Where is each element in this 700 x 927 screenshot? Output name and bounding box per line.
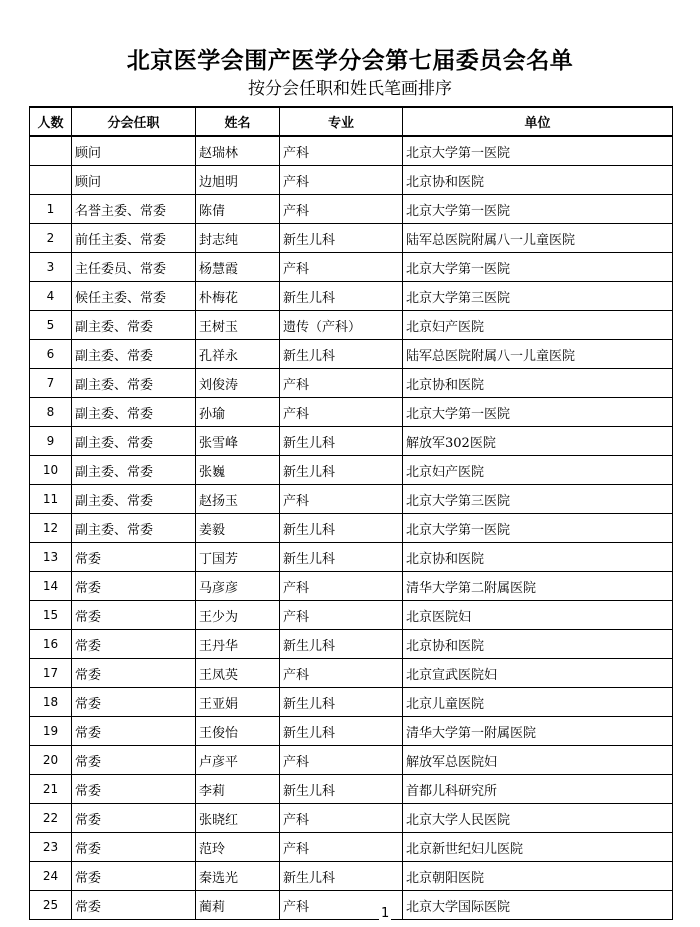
cell-position: 常委 bbox=[72, 833, 196, 862]
cell-position: 常委 bbox=[72, 572, 196, 601]
cell-position: 副主委、常委 bbox=[72, 485, 196, 514]
cell-name: 王树玉 bbox=[196, 311, 280, 340]
cell-num: 8 bbox=[30, 398, 72, 427]
cell-unit: 北京协和医院 bbox=[403, 369, 673, 398]
table-header-row bbox=[30, 107, 673, 136]
cell-unit: 北京大学第一医院 bbox=[403, 136, 673, 166]
cell-unit: 清华大学第二附属医院 bbox=[403, 572, 673, 601]
cell-name: 王亚娟 bbox=[196, 688, 280, 717]
cell-name: 姜毅 bbox=[196, 514, 280, 543]
header-specialty: 专业 bbox=[280, 107, 403, 136]
table-row bbox=[30, 688, 673, 717]
cell-num: 10 bbox=[30, 456, 72, 485]
cell-name: 王俊怡 bbox=[196, 717, 280, 746]
cell-name: 封志纯 bbox=[196, 224, 280, 253]
cell-name: 范玲 bbox=[196, 833, 280, 862]
cell-name: 孔祥永 bbox=[196, 340, 280, 369]
cell-num: 24 bbox=[30, 862, 72, 891]
cell-specialty: 新生儿科 bbox=[280, 427, 403, 456]
header-num: 人数 bbox=[30, 107, 72, 136]
cell-specialty: 产科 bbox=[280, 369, 403, 398]
table-row bbox=[30, 659, 673, 688]
cell-unit: 北京医院妇 bbox=[403, 601, 673, 630]
table-row bbox=[30, 543, 673, 572]
table-row bbox=[30, 630, 673, 659]
cell-num: 18 bbox=[30, 688, 72, 717]
table-row bbox=[30, 775, 673, 804]
table-row bbox=[30, 804, 673, 833]
cell-unit: 北京宣武医院妇 bbox=[403, 659, 673, 688]
cell-specialty: 新生儿科 bbox=[280, 630, 403, 659]
cell-unit: 北京协和医院 bbox=[403, 543, 673, 572]
cell-name: 王丹华 bbox=[196, 630, 280, 659]
cell-specialty: 产科 bbox=[280, 746, 403, 775]
cell-unit: 北京朝阳医院 bbox=[403, 862, 673, 891]
cell-unit: 陆军总医院附属八一儿童医院 bbox=[403, 340, 673, 369]
cell-num: 19 bbox=[30, 717, 72, 746]
cell-name: 王少为 bbox=[196, 601, 280, 630]
cell-name: 秦选光 bbox=[196, 862, 280, 891]
cell-num: 22 bbox=[30, 804, 72, 833]
cell-name: 张巍 bbox=[196, 456, 280, 485]
cell-specialty: 产科 bbox=[280, 398, 403, 427]
cell-num: 3 bbox=[30, 253, 72, 282]
cell-position: 副主委、常委 bbox=[72, 456, 196, 485]
cell-position: 常委 bbox=[72, 891, 196, 920]
cell-name: 赵扬玉 bbox=[196, 485, 280, 514]
cell-position: 副主委、常委 bbox=[72, 311, 196, 340]
header-unit: 单位 bbox=[403, 107, 673, 136]
cell-position: 副主委、常委 bbox=[72, 514, 196, 543]
table-row bbox=[30, 166, 673, 195]
committee-roster-table bbox=[29, 106, 673, 920]
cell-specialty: 产科 bbox=[280, 166, 403, 195]
cell-name: 陈倩 bbox=[196, 195, 280, 224]
cell-unit: 北京协和医院 bbox=[403, 166, 673, 195]
cell-position: 常委 bbox=[72, 601, 196, 630]
cell-num bbox=[30, 136, 72, 166]
cell-name: 卢彦平 bbox=[196, 746, 280, 775]
table-row bbox=[30, 862, 673, 891]
cell-specialty: 产科 bbox=[280, 601, 403, 630]
cell-position: 常委 bbox=[72, 659, 196, 688]
cell-unit: 北京大学第一医院 bbox=[403, 195, 673, 224]
cell-position: 副主委、常委 bbox=[72, 398, 196, 427]
cell-unit: 清华大学第一附属医院 bbox=[403, 717, 673, 746]
cell-num: 20 bbox=[30, 746, 72, 775]
cell-name: 王凤英 bbox=[196, 659, 280, 688]
cell-specialty: 产科 bbox=[280, 833, 403, 862]
cell-position: 常委 bbox=[72, 746, 196, 775]
cell-unit: 北京大学国际医院 bbox=[403, 891, 673, 920]
cell-position: 常委 bbox=[72, 862, 196, 891]
cell-unit: 北京大学第一医院 bbox=[403, 253, 673, 282]
table-row bbox=[30, 398, 673, 427]
table-row bbox=[30, 717, 673, 746]
cell-num: 14 bbox=[30, 572, 72, 601]
cell-position: 前任主委、常委 bbox=[72, 224, 196, 253]
cell-specialty: 产科 bbox=[280, 253, 403, 282]
page-number: 1 bbox=[381, 906, 390, 921]
cell-unit: 北京妇产医院 bbox=[403, 311, 673, 340]
table-row bbox=[30, 369, 673, 398]
table-row bbox=[30, 282, 673, 311]
cell-num: 5 bbox=[30, 311, 72, 340]
cell-unit: 北京协和医院 bbox=[403, 630, 673, 659]
cell-position: 副主委、常委 bbox=[72, 340, 196, 369]
table-row bbox=[30, 136, 673, 166]
cell-num: 25 bbox=[30, 891, 72, 920]
cell-specialty: 新生儿科 bbox=[280, 862, 403, 891]
table-row bbox=[30, 456, 673, 485]
document-subtitle: 按分会任职和姓氏笔画排序 bbox=[248, 79, 452, 99]
table-row bbox=[30, 746, 673, 775]
cell-num: 13 bbox=[30, 543, 72, 572]
cell-unit: 北京妇产医院 bbox=[403, 456, 673, 485]
cell-name: 边旭明 bbox=[196, 166, 280, 195]
cell-specialty: 产科 bbox=[280, 659, 403, 688]
cell-position: 常委 bbox=[72, 630, 196, 659]
table-row bbox=[30, 891, 673, 920]
cell-position: 名誉主委、常委 bbox=[72, 195, 196, 224]
cell-num: 12 bbox=[30, 514, 72, 543]
cell-specialty: 新生儿科 bbox=[280, 282, 403, 311]
cell-specialty: 产科 bbox=[280, 136, 403, 166]
cell-specialty: 产科 bbox=[280, 195, 403, 224]
cell-unit: 北京大学第三医院 bbox=[403, 485, 673, 514]
cell-num: 9 bbox=[30, 427, 72, 456]
table-row bbox=[30, 224, 673, 253]
cell-name: 张雪峰 bbox=[196, 427, 280, 456]
cell-name: 马彦彦 bbox=[196, 572, 280, 601]
cell-num: 6 bbox=[30, 340, 72, 369]
document-title: 北京医学会围产医学分会第七届委员会名单 bbox=[126, 48, 574, 74]
cell-num: 23 bbox=[30, 833, 72, 862]
cell-name: 朴梅花 bbox=[196, 282, 280, 311]
cell-position: 主任委员、常委 bbox=[72, 253, 196, 282]
cell-unit: 北京大学第一医院 bbox=[403, 398, 673, 427]
table-row bbox=[30, 572, 673, 601]
cell-specialty: 产科 bbox=[280, 485, 403, 514]
cell-position: 顾问 bbox=[72, 136, 196, 166]
table-row bbox=[30, 427, 673, 456]
cell-num: 2 bbox=[30, 224, 72, 253]
cell-name: 赵瑞林 bbox=[196, 136, 280, 166]
cell-name: 刘俊涛 bbox=[196, 369, 280, 398]
cell-specialty: 产科 bbox=[280, 891, 403, 920]
cell-specialty: 产科 bbox=[280, 572, 403, 601]
cell-num: 15 bbox=[30, 601, 72, 630]
cell-specialty: 产科 bbox=[280, 804, 403, 833]
table-row bbox=[30, 195, 673, 224]
cell-num: 7 bbox=[30, 369, 72, 398]
cell-specialty: 新生儿科 bbox=[280, 775, 403, 804]
cell-specialty: 新生儿科 bbox=[280, 224, 403, 253]
cell-unit: 解放军302医院 bbox=[403, 427, 673, 456]
table-body bbox=[30, 136, 673, 920]
table-row bbox=[30, 485, 673, 514]
cell-unit: 解放军总医院妇 bbox=[403, 746, 673, 775]
cell-name: 丁国芳 bbox=[196, 543, 280, 572]
cell-position: 候任主委、常委 bbox=[72, 282, 196, 311]
cell-unit: 北京大学人民医院 bbox=[403, 804, 673, 833]
cell-name: 孙瑜 bbox=[196, 398, 280, 427]
cell-position: 副主委、常委 bbox=[72, 427, 196, 456]
cell-position: 副主委、常委 bbox=[72, 369, 196, 398]
cell-unit: 北京新世纪妇儿医院 bbox=[403, 833, 673, 862]
table-row bbox=[30, 833, 673, 862]
cell-specialty: 新生儿科 bbox=[280, 340, 403, 369]
cell-num: 16 bbox=[30, 630, 72, 659]
cell-unit: 陆军总医院附属八一儿童医院 bbox=[403, 224, 673, 253]
cell-num: 4 bbox=[30, 282, 72, 311]
header-position: 分会任职 bbox=[72, 107, 196, 136]
cell-specialty: 遗传（产科） bbox=[280, 311, 403, 340]
cell-specialty: 新生儿科 bbox=[280, 514, 403, 543]
cell-unit: 北京大学第三医院 bbox=[403, 282, 673, 311]
cell-specialty: 新生儿科 bbox=[280, 688, 403, 717]
cell-num bbox=[30, 166, 72, 195]
cell-num: 17 bbox=[30, 659, 72, 688]
table-row bbox=[30, 601, 673, 630]
cell-unit: 首都儿科研究所 bbox=[403, 775, 673, 804]
cell-name: 张晓红 bbox=[196, 804, 280, 833]
cell-unit: 北京儿童医院 bbox=[403, 688, 673, 717]
cell-position: 常委 bbox=[72, 543, 196, 572]
cell-position: 顾问 bbox=[72, 166, 196, 195]
cell-num: 21 bbox=[30, 775, 72, 804]
cell-position: 常委 bbox=[72, 688, 196, 717]
header-name: 姓名 bbox=[196, 107, 280, 136]
cell-name: 李莉 bbox=[196, 775, 280, 804]
cell-name: 杨慧霞 bbox=[196, 253, 280, 282]
cell-specialty: 新生儿科 bbox=[280, 456, 403, 485]
table-row bbox=[30, 253, 673, 282]
table-row bbox=[30, 514, 673, 543]
cell-specialty: 新生儿科 bbox=[280, 543, 403, 572]
cell-specialty: 新生儿科 bbox=[280, 717, 403, 746]
cell-name: 蔺莉 bbox=[196, 891, 280, 920]
table-row bbox=[30, 340, 673, 369]
table-row bbox=[30, 311, 673, 340]
cell-unit: 北京大学第一医院 bbox=[403, 514, 673, 543]
cell-position: 常委 bbox=[72, 804, 196, 833]
cell-position: 常委 bbox=[72, 717, 196, 746]
cell-num: 1 bbox=[30, 195, 72, 224]
cell-position: 常委 bbox=[72, 775, 196, 804]
cell-num: 11 bbox=[30, 485, 72, 514]
